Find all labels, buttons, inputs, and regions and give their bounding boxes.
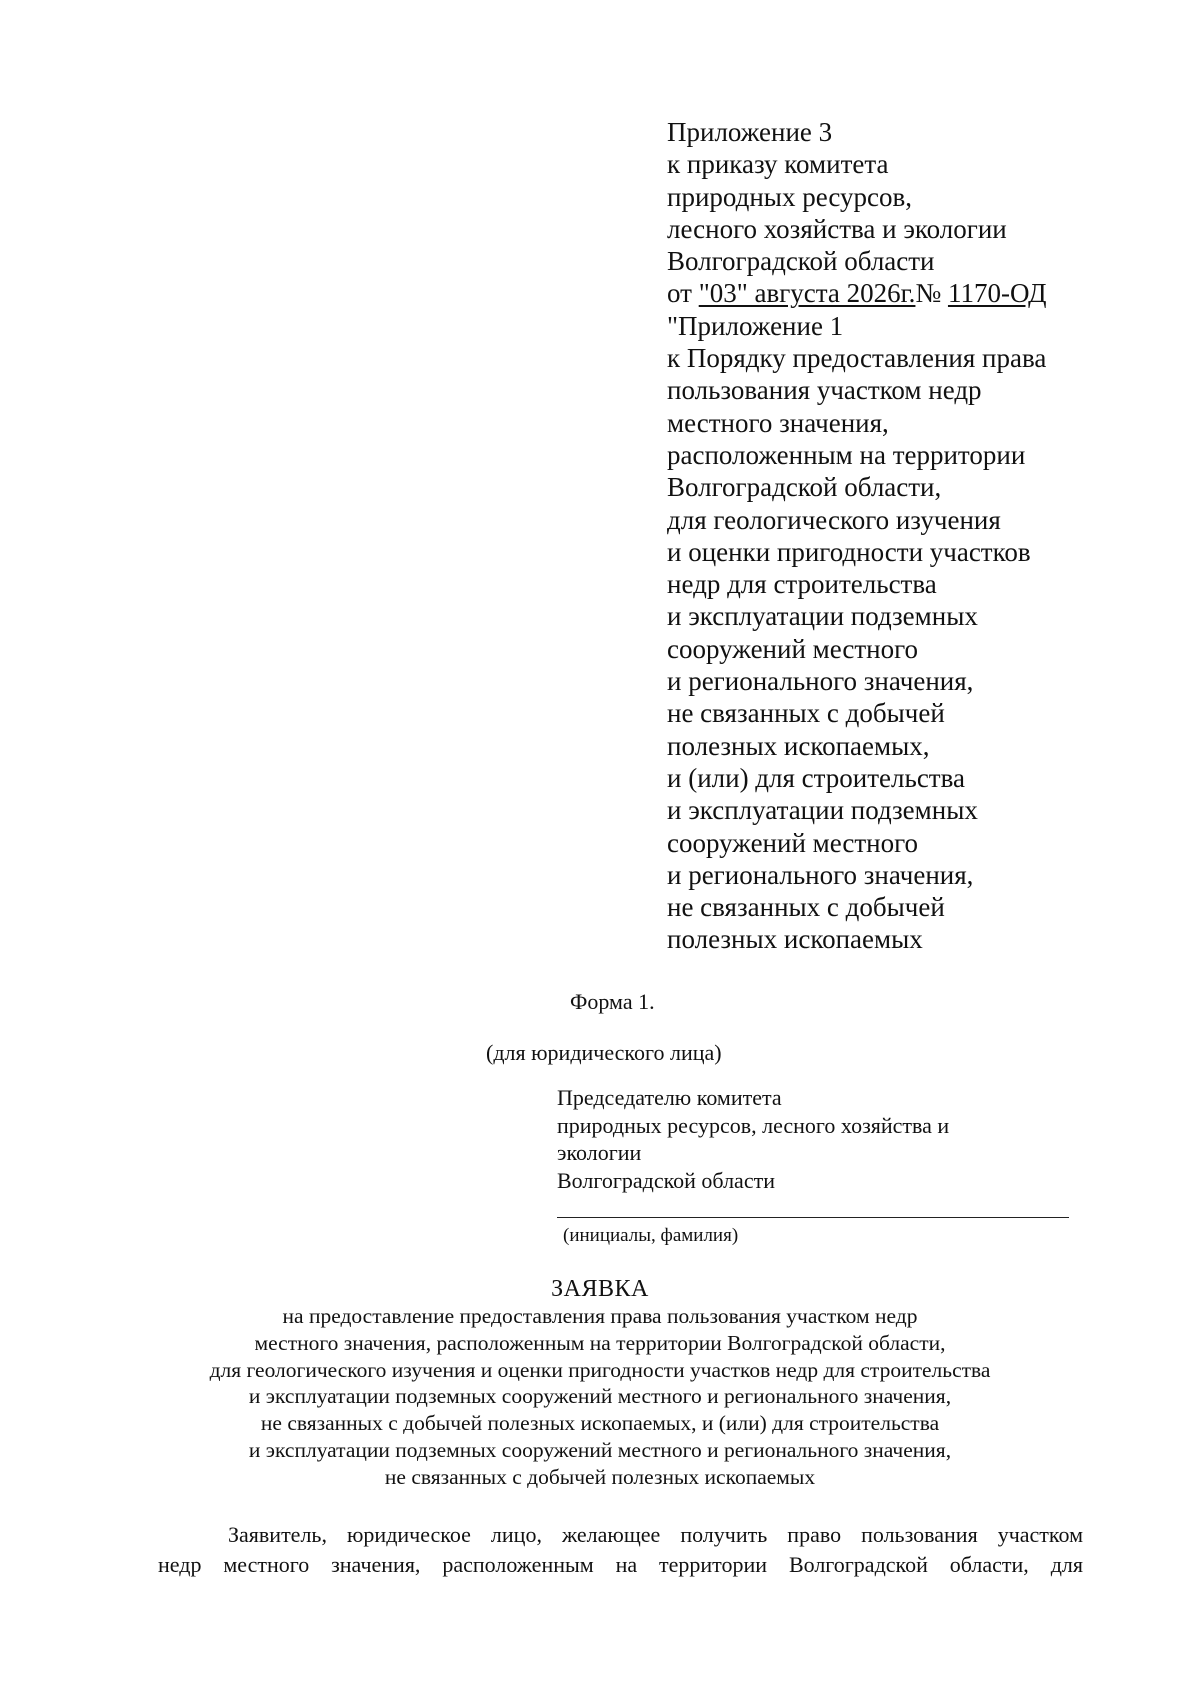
addressee-line: Председателю комитета <box>557 1085 782 1110</box>
inner-appendix-line: полезных ископаемых <box>667 924 923 955</box>
signature-line <box>557 1217 1069 1218</box>
subtitle-line: местного значения, расположенным на территории Волгоградской области, <box>254 1330 946 1355</box>
order-number-prefix: № <box>915 278 948 309</box>
inner-appendix-line: сооружений местного <box>667 633 919 664</box>
addressee-line: экологии <box>557 1140 642 1165</box>
order-reference <box>667 277 1047 309</box>
subtitle-line: на предоставление предоставления права пользования участком недр <box>282 1304 918 1328</box>
addressee-line: Волгоградской области <box>557 1167 775 1193</box>
inner-appendix-line: к Порядку предоставления права <box>667 343 1047 374</box>
order-prefix: от <box>667 278 699 309</box>
subtitle-line: не связанных с добычей полезных ископаемых <box>384 1464 816 1489</box>
inner-appendix-line: и эксплуатации подземных <box>667 795 978 826</box>
inner-appendix-line: полезных ископаемых, <box>667 730 930 761</box>
inner-appendix-line: и эксплуатации подземных <box>667 601 978 632</box>
addressee-block <box>557 1084 949 1194</box>
body-line: недр местного значения, расположенным на территории Волгоградской области, для <box>158 1551 1083 1577</box>
inner-appendix-line: и (или) для строительства <box>667 762 965 793</box>
subtitle-line: для геологического изучения и оценки пригодности участков недр для строительства <box>209 1357 991 1382</box>
subtitle-line: и эксплуатации подземных сооружений местного и регионального значения, <box>248 1437 952 1462</box>
body-paragraph <box>158 1520 1083 1579</box>
inner-appendix-line: не связанных с добычей <box>667 698 945 729</box>
inner-appendix-line: не связанных с добычей <box>667 892 945 923</box>
appendix-line: лесного хозяйства и экологии <box>667 213 1007 244</box>
document-title: ЗАЯВКА <box>551 1276 649 1302</box>
appendix-line: Волгоградской области <box>667 246 935 277</box>
inner-appendix-line: местного значения, <box>667 407 889 438</box>
appendix-header <box>667 116 1047 956</box>
inner-appendix-line: расположенным на территории <box>667 439 1026 470</box>
inner-appendix-line: для геологического изучения <box>667 504 1001 535</box>
appendix-line: к приказу комитета <box>667 149 889 180</box>
addressee-line: природных ресурсов, лесного хозяйства и <box>557 1112 950 1138</box>
inner-appendix-line: пользования участком недр <box>667 375 982 406</box>
body-line: Заявитель, юридическое лицо, желающее получить право пользования участком <box>228 1522 1083 1547</box>
entity-type-label: (для юридического лица) <box>486 1040 722 1065</box>
document-subtitle <box>120 1303 1080 1491</box>
inner-appendix-line: "Приложение 1 <box>667 310 844 341</box>
subtitle-line: не связанных с добычей полезных ископаемых, и (или) для строительства <box>260 1411 940 1436</box>
appendix-line: природных ресурсов, <box>667 181 912 212</box>
inner-appendix-line: и оценки пригодности участков <box>667 536 1031 567</box>
inner-appendix-line: Волгоградской области, <box>667 472 942 503</box>
inner-appendix-line: и регионального значения, <box>667 859 974 890</box>
order-number: 1170-ОД <box>947 278 1047 309</box>
subtitle-line: и эксплуатации подземных сооружений местного и регионального значения, <box>248 1384 952 1409</box>
form-label: Форма 1. <box>570 989 655 1014</box>
order-date: "03" августа 2026г. <box>698 278 916 309</box>
inner-appendix-line: сооружений местного <box>667 827 919 858</box>
appendix-line: Приложение 3 <box>667 117 833 147</box>
inner-appendix-line: и регионального значения, <box>667 666 974 697</box>
inner-appendix-line: недр для строительства <box>667 569 937 600</box>
signature-caption: (инициалы, фамилия) <box>563 1225 739 1246</box>
